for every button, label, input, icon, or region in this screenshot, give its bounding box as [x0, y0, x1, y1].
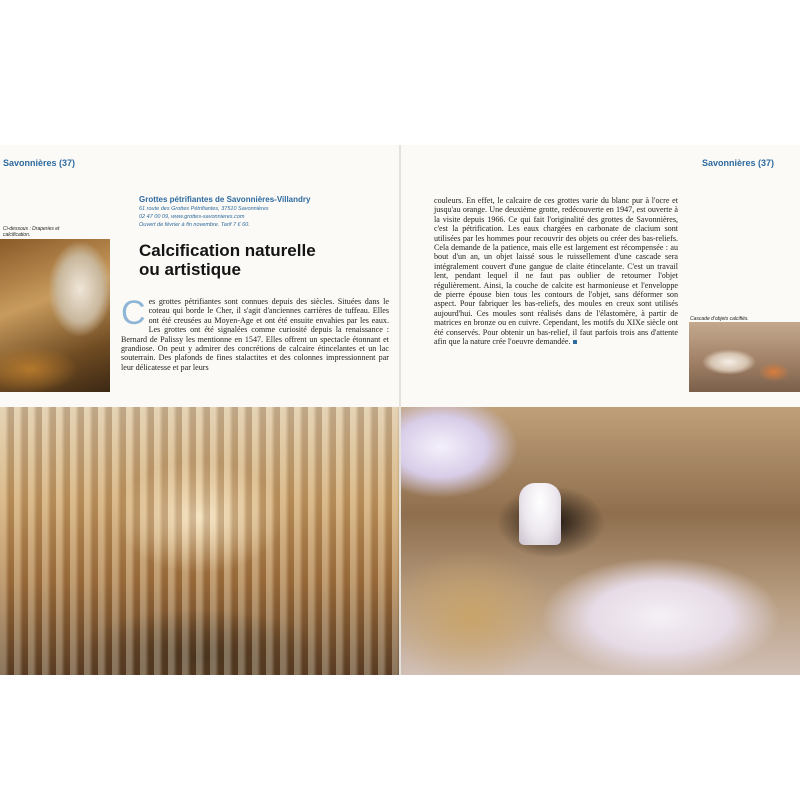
info-box-title: Grottes pétrifiantes de Savonnières-Villandry: [139, 195, 311, 204]
calcified-statue-shape: [519, 483, 561, 545]
headline-line-1: Calcification naturelle: [139, 241, 316, 260]
info-box-hours: Ouvert de février à fin novembre. Tarif 7 € 60.: [139, 222, 250, 228]
article-headline: [139, 241, 389, 279]
calcified-objects-photo: [689, 322, 800, 392]
petrifying-cascade-photo: [401, 407, 800, 675]
info-box-address: 61 route des Grottes Pétrifiantes, 37510 Savonnières: [139, 206, 269, 212]
draperies-photo: [0, 239, 110, 392]
article-text-left: es grottes pétrifiantes sont connues depuis des siècles. Situées dans le coteau qui borde le Cher, il s'agit d'anciennes carrières de tuffeau. Elles ont été creusées au Moyen-Age et ont été ensuite envahies par les eaux. Les grottes ont été signalées comme curiosité depuis la renaissance : Bernard de Palissy les mentionne en 1547. Elles offrent un spectacle étonnant et grandiose. On peut y admirer des concrétions de calcaire étincelantes et un lac souterrain. Des plafonds de fines stalactites et des colonnes impressionnent par leur délicatesse et par leurs: [121, 297, 389, 372]
caption-left: Ci-dessous : Draperies et calcification.: [3, 226, 60, 238]
magazine-spread: [0, 145, 800, 675]
article-text-right: [434, 196, 678, 347]
article-text-right-content: couleurs. En effet, le calcaire de ces grottes varie du blanc pur à l'ocre et jusqu'au orange. Une deuxième grotte, redécouverte en 1947, est ouverte à la visite depuis 1966. Ce qui fait l'originalité des grottes de Savonnières, c'est la pétrification. Les eaux chargées en carbonate de clacium sont utilisées par les hommes pour recouvrir des objets ou créer des bas-reliefs. Cela demande de la patience, mais elle est largement est récompensée : au bout d'un an, un objet laissé sous le ruissellement d'une cascade sera intégralement couvert d'une gangue de claite étincelante. C'est un travail lent, pendant lequel il ne faut pas oublier de retourner l'objet régulièrement. Ainsi, la couche de calcite est harmonieuse et l'enveloppe de pierre épouse bien tous les contours de l'objet, sans déformer son aspect. Pour fabriquer les bas-reliefs, des moules en creux sont utilisés aujourd'hui. Ces moules sont réalisés dans de l'élastomère, à partir de matrices en bronze ou en cuivre. Cependant, les motifs du XIXe siècle ont été conservés. Pour obtenir un bas-relief, il faut parfois trois ans d'attente afin que la nature crée l'oeuvre demandée.: [434, 196, 678, 347]
article-column-left: [121, 294, 389, 372]
end-of-article-icon: [573, 340, 577, 344]
running-head-right: Savonnières (37): [701, 158, 774, 168]
drop-cap: C: [121, 294, 146, 332]
stalactites-photo: [0, 407, 399, 675]
article-column-right: [434, 196, 678, 347]
headline-line-2: ou artistique: [139, 260, 242, 279]
running-head-left: Savonnières (37): [3, 158, 76, 168]
info-box-contact: 02 47 00 09, www.grottes-savonnieres.com: [139, 214, 245, 220]
info-box: [139, 195, 329, 229]
caption-right: Cascade d'objets calcifiés.: [690, 316, 749, 322]
